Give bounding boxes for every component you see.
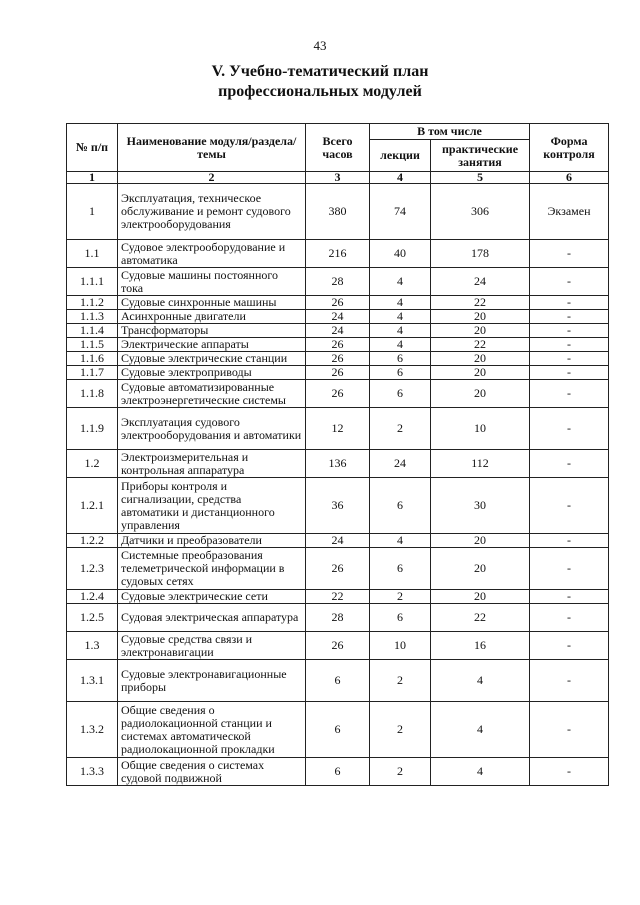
cell-lectures: 4 (370, 324, 431, 338)
col-number: 5 (431, 172, 530, 184)
table-row (67, 240, 609, 268)
cell-num: 1.1.4 (67, 324, 118, 338)
header-total: Всего часов (306, 124, 370, 172)
cell-num: 1.2.5 (67, 604, 118, 632)
cell-num: 1.3 (67, 632, 118, 660)
cell-control: - (530, 758, 609, 786)
cell-num: 1.2.2 (67, 534, 118, 548)
title-line-1: V. Учебно-тематический план (211, 63, 429, 80)
table-row (67, 702, 609, 758)
cell-name: Электрические аппараты (118, 338, 306, 352)
table-row (67, 296, 609, 310)
cell-lectures: 6 (370, 366, 431, 380)
cell-total: 380 (306, 184, 370, 240)
cell-practice: 20 (431, 548, 530, 590)
cell-lectures: 4 (370, 268, 431, 296)
title-line-2: профессиональных модулей (218, 83, 422, 100)
cell-total: 24 (306, 534, 370, 548)
cell-practice: 22 (431, 338, 530, 352)
cell-practice: 10 (431, 408, 530, 450)
cell-control: - (530, 478, 609, 534)
table-row (67, 324, 609, 338)
cell-lectures: 40 (370, 240, 431, 268)
cell-num: 1 (67, 184, 118, 240)
cell-num: 1.1.9 (67, 408, 118, 450)
header-practice: практические занятия (431, 140, 530, 172)
cell-lectures: 2 (370, 702, 431, 758)
cell-total: 26 (306, 380, 370, 408)
cell-total: 28 (306, 604, 370, 632)
cell-control: - (530, 548, 609, 590)
cell-total: 26 (306, 338, 370, 352)
cell-control: - (530, 338, 609, 352)
cell-total: 136 (306, 450, 370, 478)
cell-name: Электроизмерительная и контрольная аппаратура (118, 450, 306, 478)
cell-practice: 112 (431, 450, 530, 478)
cell-name: Асинхронные двигатели (118, 310, 306, 324)
cell-total: 26 (306, 296, 370, 310)
cell-num: 1.1.7 (67, 366, 118, 380)
cell-name: Общие сведения о радиолокационной станции и системах автоматической радиолокационной прокладки (118, 702, 306, 758)
cell-lectures: 2 (370, 590, 431, 604)
cell-lectures: 24 (370, 450, 431, 478)
cell-total: 26 (306, 632, 370, 660)
cell-total: 36 (306, 478, 370, 534)
cell-total: 28 (306, 268, 370, 296)
cell-practice: 20 (431, 590, 530, 604)
cell-practice: 30 (431, 478, 530, 534)
cell-practice: 20 (431, 352, 530, 366)
cell-num: 1.2.4 (67, 590, 118, 604)
cell-lectures: 6 (370, 478, 431, 534)
cell-num: 1.1 (67, 240, 118, 268)
header-including: В том числе (370, 124, 530, 140)
cell-num: 1.1.5 (67, 338, 118, 352)
cell-lectures: 6 (370, 548, 431, 590)
cell-lectures: 6 (370, 352, 431, 366)
cell-name: Судовые автоматизированные электроэнергетические системы (118, 380, 306, 408)
column-numbers-row (67, 172, 609, 184)
cell-control: - (530, 380, 609, 408)
cell-practice: 20 (431, 380, 530, 408)
cell-total: 26 (306, 548, 370, 590)
cell-lectures: 10 (370, 632, 431, 660)
cell-practice: 178 (431, 240, 530, 268)
cell-num: 1.2 (67, 450, 118, 478)
table-row (67, 268, 609, 296)
cell-control: - (530, 660, 609, 702)
cell-name: Судовое электрооборудование и автоматика (118, 240, 306, 268)
cell-practice: 20 (431, 324, 530, 338)
cell-control: - (530, 352, 609, 366)
cell-lectures: 2 (370, 660, 431, 702)
cell-control: - (530, 324, 609, 338)
cell-name: Судовые электрические сети (118, 590, 306, 604)
table-row (67, 380, 609, 408)
cell-num: 1.1.1 (67, 268, 118, 296)
cell-num: 1.1.3 (67, 310, 118, 324)
header-name: Наименование модуля/раздела/темы (118, 124, 306, 172)
cell-practice: 16 (431, 632, 530, 660)
cell-total: 12 (306, 408, 370, 450)
cell-lectures: 6 (370, 380, 431, 408)
cell-practice: 4 (431, 660, 530, 702)
cell-lectures: 2 (370, 408, 431, 450)
cell-practice: 4 (431, 702, 530, 758)
col-number: 3 (306, 172, 370, 184)
table-row (67, 450, 609, 478)
cell-name: Системные преобразования телеметрической информации в судовых сетях (118, 548, 306, 590)
cell-control: - (530, 604, 609, 632)
cell-control: Экзамен (530, 184, 609, 240)
table-row (67, 310, 609, 324)
table-row (67, 408, 609, 450)
cell-name: Приборы контроля и сигнализации, средства автоматики и дистанционного управления (118, 478, 306, 534)
cell-name: Судовые средства связи и электронавигации (118, 632, 306, 660)
table-row (67, 632, 609, 660)
table-row (67, 604, 609, 632)
table-row (67, 366, 609, 380)
cell-practice: 24 (431, 268, 530, 296)
cell-control: - (530, 590, 609, 604)
cell-num: 1.2.1 (67, 478, 118, 534)
table-body (67, 184, 609, 786)
cell-control: - (530, 268, 609, 296)
cell-total: 24 (306, 310, 370, 324)
table-row (67, 534, 609, 548)
cell-name: Судовые электронавигационные приборы (118, 660, 306, 702)
cell-lectures: 74 (370, 184, 431, 240)
table-row (67, 548, 609, 590)
cell-practice: 22 (431, 296, 530, 310)
cell-control: - (530, 534, 609, 548)
cell-name: Судовые машины постоянного тока (118, 268, 306, 296)
cell-name: Судовые электрические станции (118, 352, 306, 366)
header-num: № п/п (67, 124, 118, 172)
cell-total: 22 (306, 590, 370, 604)
cell-control: - (530, 450, 609, 478)
col-number: 2 (118, 172, 306, 184)
cell-name: Эксплуатация судового электрооборудования и автоматики (118, 408, 306, 450)
table-row (67, 590, 609, 604)
cell-name: Датчики и преобразователи (118, 534, 306, 548)
cell-num: 1.1.8 (67, 380, 118, 408)
table-row (67, 352, 609, 366)
page-title (0, 62, 640, 102)
cell-control: - (530, 702, 609, 758)
cell-name: Трансформаторы (118, 324, 306, 338)
cell-num: 1.3.1 (67, 660, 118, 702)
cell-lectures: 4 (370, 296, 431, 310)
cell-practice: 4 (431, 758, 530, 786)
cell-control: - (530, 632, 609, 660)
header-control: Форма контроля (530, 124, 609, 172)
cell-lectures: 4 (370, 534, 431, 548)
table-row (67, 184, 609, 240)
col-number: 4 (370, 172, 431, 184)
cell-total: 26 (306, 366, 370, 380)
cell-total: 24 (306, 324, 370, 338)
cell-total: 26 (306, 352, 370, 366)
cell-total: 6 (306, 702, 370, 758)
col-number: 1 (67, 172, 118, 184)
table-row (67, 660, 609, 702)
table-row (67, 758, 609, 786)
cell-practice: 20 (431, 534, 530, 548)
cell-practice: 306 (431, 184, 530, 240)
cell-practice: 20 (431, 366, 530, 380)
cell-lectures: 6 (370, 604, 431, 632)
cell-name: Общие сведения о системах судовой подвижной (118, 758, 306, 786)
cell-num: 1.3.3 (67, 758, 118, 786)
cell-lectures: 2 (370, 758, 431, 786)
study-plan-table (66, 123, 609, 786)
cell-control: - (530, 366, 609, 380)
cell-practice: 22 (431, 604, 530, 632)
cell-practice: 20 (431, 310, 530, 324)
cell-total: 216 (306, 240, 370, 268)
page-number: 43 (313, 38, 327, 53)
cell-num: 1.1.2 (67, 296, 118, 310)
cell-control: - (530, 240, 609, 268)
table-row (67, 338, 609, 352)
col-number: 6 (530, 172, 609, 184)
cell-num: 1.1.6 (67, 352, 118, 366)
cell-name: Судовые синхронные машины (118, 296, 306, 310)
cell-lectures: 4 (370, 338, 431, 352)
cell-control: - (530, 296, 609, 310)
cell-control: - (530, 408, 609, 450)
cell-name: Эксплуатация, техническое обслуживание и ремонт судового электрооборудования (118, 184, 306, 240)
cell-total: 6 (306, 758, 370, 786)
cell-name: Судовая электрическая аппаратура (118, 604, 306, 632)
cell-num: 1.2.3 (67, 548, 118, 590)
cell-name: Судовые электроприводы (118, 366, 306, 380)
cell-total: 6 (306, 660, 370, 702)
header-lectures: лекции (370, 140, 431, 172)
cell-lectures: 4 (370, 310, 431, 324)
cell-control: - (530, 310, 609, 324)
cell-num: 1.3.2 (67, 702, 118, 758)
table-row (67, 478, 609, 534)
